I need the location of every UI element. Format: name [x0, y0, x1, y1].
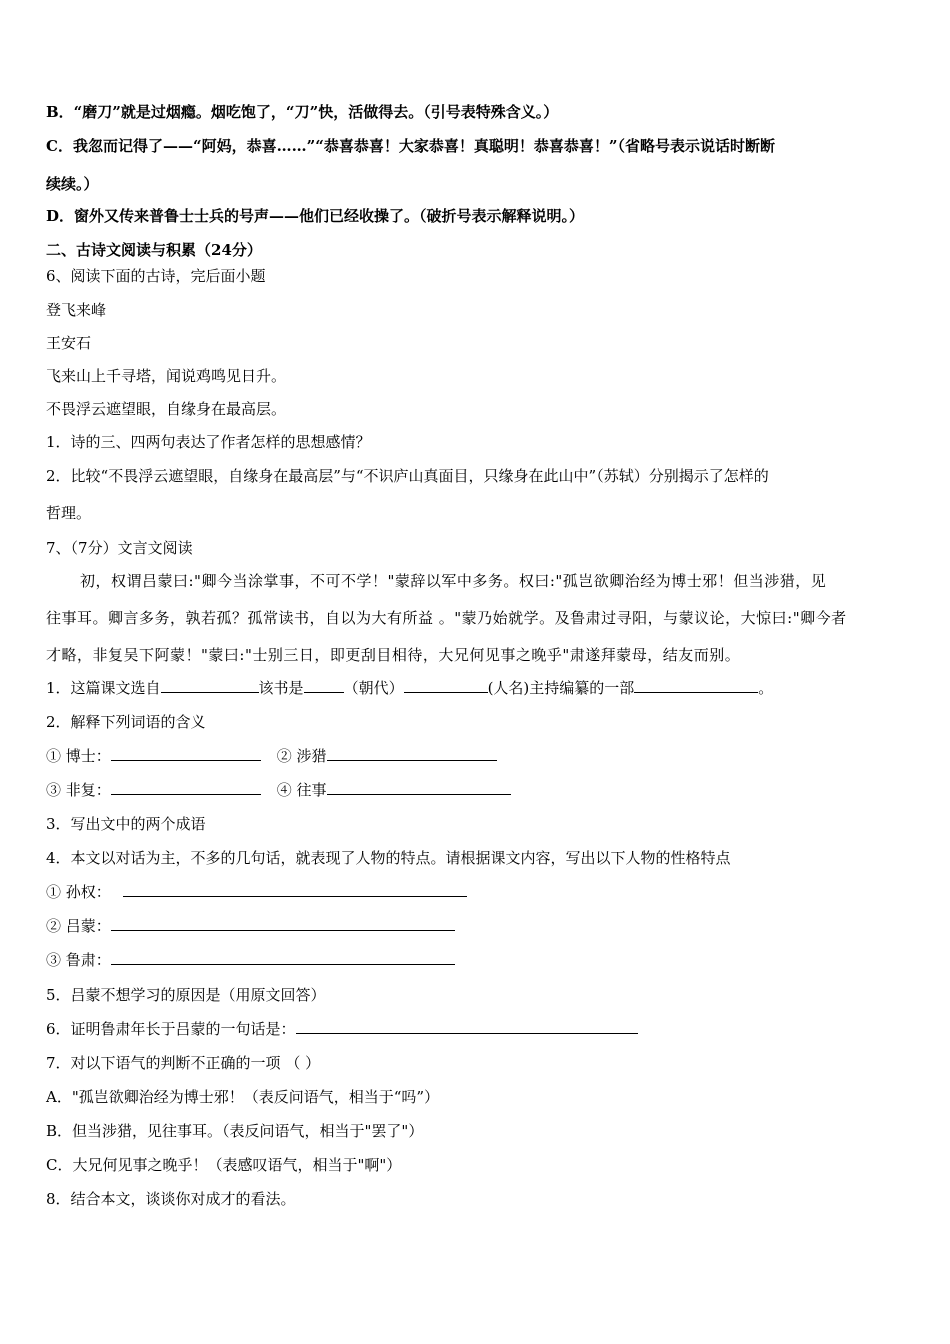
- answer-blank-wangshi[interactable]: [327, 780, 511, 795]
- question-7-8: 8．结合本文，谈谈你对成才的看法。: [46, 1190, 296, 1208]
- question-6-2-line1: 2．比较“不畏浮云遮望眼，自缘身在最高层”与“不识庐山真面目，只缘身在此山中”（苏轼）分别揭示了怎样的: [46, 467, 769, 485]
- answer-blank-source-book[interactable]: [161, 678, 259, 693]
- q7-1-text-b: 该书是: [258, 679, 304, 697]
- word-wangshi-label: ④ 往事: [276, 781, 327, 799]
- answer-blank-feifu[interactable]: [111, 780, 261, 795]
- word-feifu-label: ③ 非复：: [46, 781, 111, 799]
- q7-1-text-d: (人名)主持编纂的一部: [487, 679, 635, 697]
- sunquan-label: ① 孙权：: [46, 883, 111, 901]
- question-7-5: 5．吕蒙不想学习的原因是（用原文回答）: [46, 986, 326, 1004]
- lvmeng-label: ② 吕蒙：: [46, 917, 111, 935]
- question-7-1: [46, 678, 773, 698]
- question-7-3: 3．写出文中的两个成语: [46, 815, 206, 833]
- passage-line-2: 往事耳。卿言多务，孰若孤？孤常读书，自以为大有所益 。"蒙乃始就学。及鲁肃过寻阳，与蒙议论，大惊曰:"卿今者: [46, 609, 847, 627]
- question-7-6: [46, 1019, 638, 1039]
- section-heading: 二、古诗文阅读与积累（24分）: [46, 241, 262, 259]
- word-shelie-label: ② 涉猎: [276, 747, 327, 765]
- person-lvmeng: [46, 916, 455, 936]
- choice-a: A．"孤岂欲卿治经为博士邪！（表反问语气，相当于“吗”）: [46, 1088, 440, 1106]
- passage-line-3: 才略，非复吴下阿蒙！"蒙曰:"士别三日，即更刮目相待，大兄何见事之晚乎"肃遂拜蒙母，结友而别。: [46, 646, 741, 664]
- word-boshi-label: ① 博士：: [46, 747, 111, 765]
- answer-blank-lusu[interactable]: [111, 950, 455, 965]
- question-7-7: 7．对以下语气的判断不正确的一项 （ ）: [46, 1054, 321, 1072]
- poem-line-1: 飞来山上千寻塔，闻说鸡鸣见日升。: [46, 367, 287, 385]
- question-6: 6、阅读下面的古诗，完后面小题: [46, 267, 266, 285]
- poem-title: 登飞来峰: [46, 301, 107, 319]
- choice-b: B．但当涉猎，见往事耳。（表反问语气，相当于"罢了"）: [46, 1122, 424, 1140]
- option-d: D．窗外又传来普鲁士士兵的号声——他们已经收操了。（破折号表示解释说明。）: [46, 207, 585, 225]
- question-6-1: 1．诗的三、四两句表达了作者怎样的思想感情？: [46, 433, 371, 451]
- answer-blank-boshi[interactable]: [111, 746, 261, 761]
- question-6-2-line2: 哲理。: [46, 504, 92, 522]
- option-c-line2: 续续。）: [46, 175, 99, 193]
- answer-blank-book-type[interactable]: [634, 678, 758, 693]
- q7-6-text: 6．证明鲁肃年长于吕蒙的一句话是：: [46, 1020, 296, 1038]
- question-7-2: 2．解释下列词语的含义: [46, 713, 206, 731]
- choice-c: C．大兄何见事之晚乎！（表感叹语气，相当于"啊"）: [46, 1156, 402, 1174]
- lusu-label: ③ 鲁肃：: [46, 951, 111, 969]
- person-lusu: [46, 950, 455, 970]
- option-b: B．“磨刀”就是过烟瘾。烟吃饱了，“刀”快，活做得去。（引号表特殊含义。）: [46, 103, 559, 121]
- answer-blank-dynasty[interactable]: [304, 678, 344, 693]
- poem-author: 王安石: [46, 334, 92, 352]
- question-7-4: 4．本文以对话为主，不多的几句话，就表现了人物的特点。请根据课文内容，写出以下人物的性格特点: [46, 849, 731, 867]
- answer-blank-shelie[interactable]: [327, 746, 497, 761]
- q7-1-text-c: （朝代）: [343, 679, 404, 697]
- option-c-line1: C．我忽而记得了——“阿妈，恭喜……”“恭喜恭喜！大家恭喜！真聪明！恭喜恭喜！”（省略号表示说话时断断: [46, 137, 775, 155]
- word-row-2: [46, 780, 511, 800]
- q7-1-text-e: 。: [758, 679, 774, 697]
- answer-blank-q7-6[interactable]: [296, 1019, 638, 1034]
- answer-blank-sunquan[interactable]: [123, 882, 467, 897]
- poem-line-2: 不畏浮云遮望眼，自缘身在最高层。: [46, 400, 287, 418]
- passage-line-1: 初，权谓吕蒙曰:"卿今当涂掌事，不可不学！"蒙辞以军中多务。权曰:"孤岂欲卿治经为博士邪！但当涉猎，见: [80, 572, 827, 590]
- person-sunquan: [46, 882, 467, 902]
- answer-blank-lvmeng[interactable]: [111, 916, 455, 931]
- q7-1-text-a: 1．这篇课文选自: [46, 679, 161, 697]
- word-row-1: [46, 746, 497, 766]
- question-7-title: 7、（7分）文言文阅读: [46, 539, 193, 557]
- answer-blank-editor[interactable]: [404, 678, 488, 693]
